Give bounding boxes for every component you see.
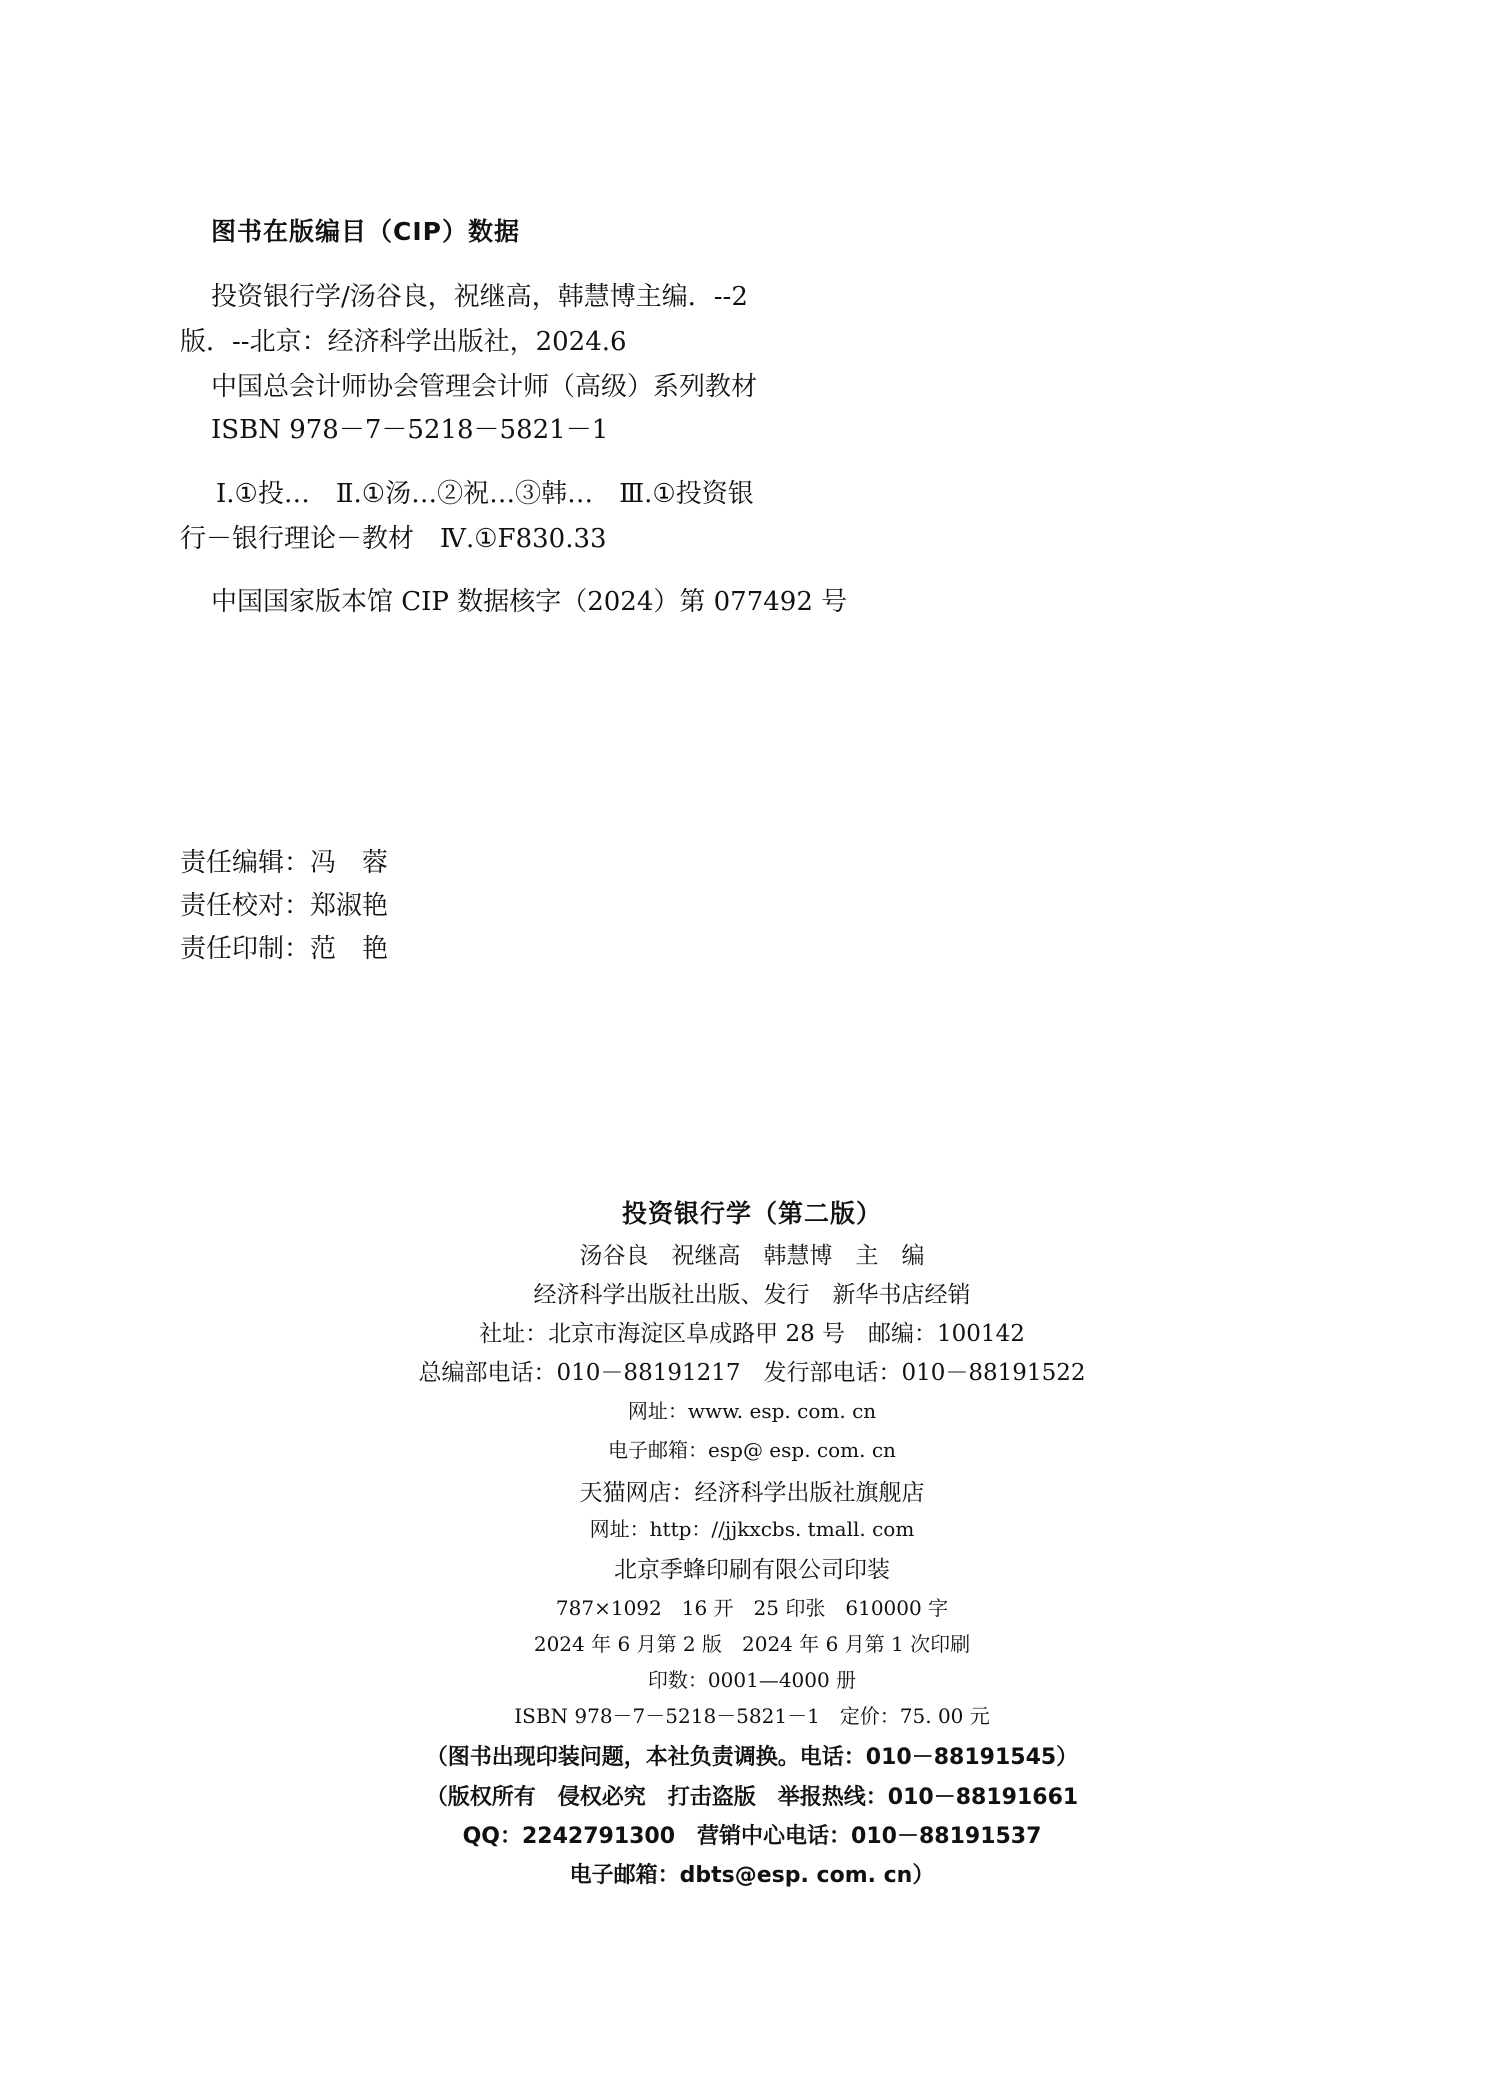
colophon-printer: 北京季蜂印刷有限公司印装: [614, 1557, 890, 1583]
cip-subject-line: Ⅰ.①投… Ⅱ.①汤…②祝…③韩… Ⅲ.①投资银: [216, 479, 754, 509]
colophon-format: 787×1092 16 开 25 印张 610000 字: [555, 1596, 949, 1620]
colophon-notice-contact: QQ：2242791300 营销中心电话：010－88191537: [462, 1824, 1042, 1849]
colophon-publisher: 经济科学出版社出版、发行 新华书店经销: [533, 1282, 971, 1308]
colophon-authors: 汤谷良 祝继高 韩慧博 主 编: [579, 1243, 925, 1269]
colophon-title: 投资银行学（第二版）: [621, 1199, 882, 1228]
colophon-website: 网址：www. esp. com. cn: [627, 1399, 877, 1423]
colophon-email: 电子邮箱：esp@ esp. com. cn: [608, 1438, 896, 1462]
cip-subject-line-cont: 行－银行理论－教材 Ⅳ.①F830.33: [180, 524, 607, 554]
colophon-notice-quality: （图书出现印装问题，本社负责调换。电话：010－88191545）: [425, 1745, 1079, 1770]
colophon-tmall-store: 天猫网店：经济科学出版社旗舰店: [579, 1480, 925, 1506]
colophon-edition: 2024 年 6 月第 2 版 2024 年 6 月第 1 次印刷: [533, 1632, 971, 1656]
cip-record-number: 中国国家版本馆 CIP 数据核字（2024）第 077492 号: [211, 587, 848, 617]
cip-edition-line: 版．--北京：经济科学出版社，2024.6: [180, 327, 627, 357]
cip-isbn-line: ISBN 978－7－5218－5821－1: [211, 415, 609, 445]
cip-series-line: 中国总会计师协会管理会计师（高级）系列教材: [211, 372, 758, 402]
cip-heading: 图书在版编目（CIP）数据: [211, 217, 520, 246]
colophon-notice-copyright: （版权所有 侵权必究 打击盗版 举报热线：010－88191661: [425, 1785, 1079, 1810]
colophon-notice-email: 电子邮箱：dbts@esp. com. cn）: [569, 1863, 935, 1888]
responsible-editor: 责任编辑：冯 蓉: [180, 848, 389, 878]
responsible-proofreader: 责任校对：郑淑艳: [180, 891, 389, 921]
colophon-tmall-url: 网址：http：//jjkxcbs. tmall. com: [589, 1517, 915, 1541]
colophon-isbn-price: ISBN 978－7－5218－5821－1 定价：75. 00 元: [514, 1704, 990, 1728]
cip-title-line: 投资银行学/汤谷良，祝继高，韩慧博主编．--2: [211, 282, 748, 312]
colophon-phones: 总编部电话：010－88191217 发行部电话：010－88191522: [418, 1360, 1086, 1386]
responsible-printing: 责任印制：范 艳: [180, 934, 389, 964]
colophon-print-run: 印数：0001—4000 册: [647, 1668, 857, 1692]
colophon-address: 社址：北京市海淀区阜成路甲 28 号 邮编：100142: [479, 1321, 1025, 1347]
